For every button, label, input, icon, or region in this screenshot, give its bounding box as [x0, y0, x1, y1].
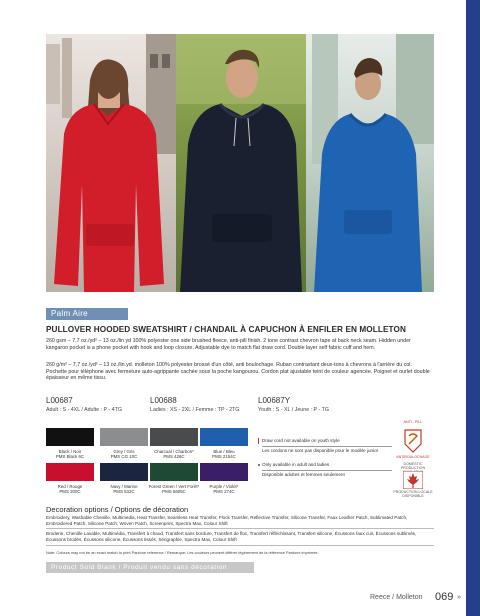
swatch-label-forest-green: Forest Green / Vert Forêt* PMS 5605C — [148, 484, 200, 495]
swatch-red — [46, 463, 94, 481]
product-title: PULLOVER HOODED SWEATSHIRT / CHANDAIL À CAPUCHON À ENFILER EN MOLLETON — [46, 325, 406, 334]
swatch-label-navy: Navy / Marine PMS 532C — [110, 484, 138, 495]
style-code: L00687 — [46, 396, 73, 405]
product-photo — [46, 34, 434, 292]
swatch-black — [46, 428, 94, 446]
swatch-label-red: Red / Rouge PMS 200C — [57, 484, 83, 495]
note-divider — [262, 470, 392, 471]
decoration-divider — [46, 545, 434, 546]
next-page-icon: » — [457, 594, 461, 601]
swatch-label-black: Black / Noir PMS Black 6C — [55, 449, 85, 460]
product-sold-blank-bar: Product Sold Blank / Produit vendu sans décoration — [46, 562, 254, 573]
swatch-grey — [100, 428, 148, 446]
style-sizes: Ladies : XS - 2XL / Femme : TP - 2TG — [150, 407, 240, 413]
description-english: 260 gsm – 7.7 oz./yd² – 13 oz./lin yd 100% polyester one side brushed fleece, anti-pill finish. 2 tone contrast chevron tape at back neck seam. Hidden under kangaroo pocket is a phone pocket with hook and loop closure. Adjustable dye to match flat draw cord. Double layer self fabric cuff and hem. — [46, 338, 411, 351]
swatch-label-grey: Grey / Gris PMS CG 10C — [110, 449, 138, 460]
swatch-navy — [100, 463, 148, 481]
youth-note-french: Les cordons ne sont pas disponible pour le modèle junior — [262, 448, 379, 453]
photo-panel-red-hoodie — [46, 34, 176, 292]
decoration-divider — [46, 528, 434, 529]
swatch-charcoal — [150, 428, 198, 446]
bullet-icon — [258, 464, 260, 466]
model-red-hoodie-image — [46, 34, 176, 292]
maple-leaf-icon — [403, 471, 423, 489]
style-adult — [46, 396, 122, 413]
antipill-badge-french: ANTIBOULOCHAGE — [396, 455, 430, 459]
antipill-badge-label: ANTI - PILL — [403, 420, 423, 424]
note-divider — [262, 446, 392, 447]
page-edge-tab — [466, 0, 480, 616]
swatch-purple — [200, 463, 248, 481]
adult-note-english: Only available in adult and ladies — [262, 462, 330, 467]
footer-section: Reece / Molleton — [370, 594, 423, 601]
photo-panel-blue-hoodie — [306, 34, 434, 292]
youth-note-marker — [258, 438, 259, 444]
swatch-forest-green — [150, 463, 198, 481]
collection-label: Palm Aire — [46, 308, 128, 320]
decoration-french: Broderie, Chenille Lavable, Multimédia, Transfert à chaud, Transfert sans bordure, Transfert de floc, Transfert réfléchissant, Transfert silicone, Écussons faux cuir, Écussons sublimés, Écussons brodés, Écussons silicone, Écussons tissés, Sérigraphie, Spectra Max, Colour Shift — [46, 531, 417, 542]
antipill-badge-icon — [403, 426, 423, 454]
model-blue-hoodie-image — [306, 34, 434, 292]
swatch-label-charcoal: Charcoal / Charbon* PMS 426C — [154, 449, 194, 460]
style-sizes: Adult : S - 4XL / Adulte : P - 4TG — [46, 407, 122, 413]
style-sizes: Youth : S - XL / Jeune : P - TG — [258, 407, 329, 413]
description-french: 260 g/m² – 7,7 oz./yd² – 13 oz./lin.yd. molleton 100% polyester brossé d'un côté, anti boulochage. Ruban contrastant deux-tons à chevrons à l'arrière du col. Pochette pour téléphone avec fermeture auto-agrippante cachée sous la poche kangourou. Cordon plat ajustable teint de couleur agencée. Poignet et ourlet double épaisseur en même tissu. — [46, 362, 430, 382]
colour-note: Note: Colours may not be an exact match to print Pantone reference / Remarque: Les couleurs peuvent différer légèrement de la référence Pantone imprimée. — [46, 550, 319, 555]
adult-note-french: Disponible adultes et femmes seulement — [262, 472, 345, 477]
style-code: L00688 — [150, 396, 177, 405]
photo-panel-navy-hoodie — [176, 34, 306, 292]
decoration-title: Decoration options / Options de décoration — [46, 505, 189, 514]
domestic-badge-french: PRODUCTION LOCALE DISPONIBLE — [393, 490, 433, 498]
swatch-label-purple: Purple / Violet* PMS 274C — [209, 484, 239, 495]
footer-page-number: 069 — [435, 591, 454, 603]
youth-note-english: Draw cord not available on youth style — [262, 438, 340, 443]
model-navy-hoodie-image — [176, 34, 306, 292]
swatch-label-blue: Blue / Bleu PMS 2154C — [212, 449, 236, 460]
style-ladies — [150, 396, 239, 413]
swatch-blue — [200, 428, 248, 446]
decoration-english: Embroidery, Washable Chenille, Multimedia, Heat Transfer, Seamless Heat Transfer, Flock Transfer, Reflective Transfer, Silicone Transfer, Faux Leather Patch, Sublimated Patch, Embroidered Patch, Silicone Patch, Woven Patch, Screenprint, Spectra Max, Colour Shift — [46, 515, 408, 526]
domestic-badge-label: DOMESTIC PRODUCTION — [400, 462, 426, 470]
style-youth — [258, 396, 329, 413]
style-code: L00687Y — [258, 396, 291, 405]
